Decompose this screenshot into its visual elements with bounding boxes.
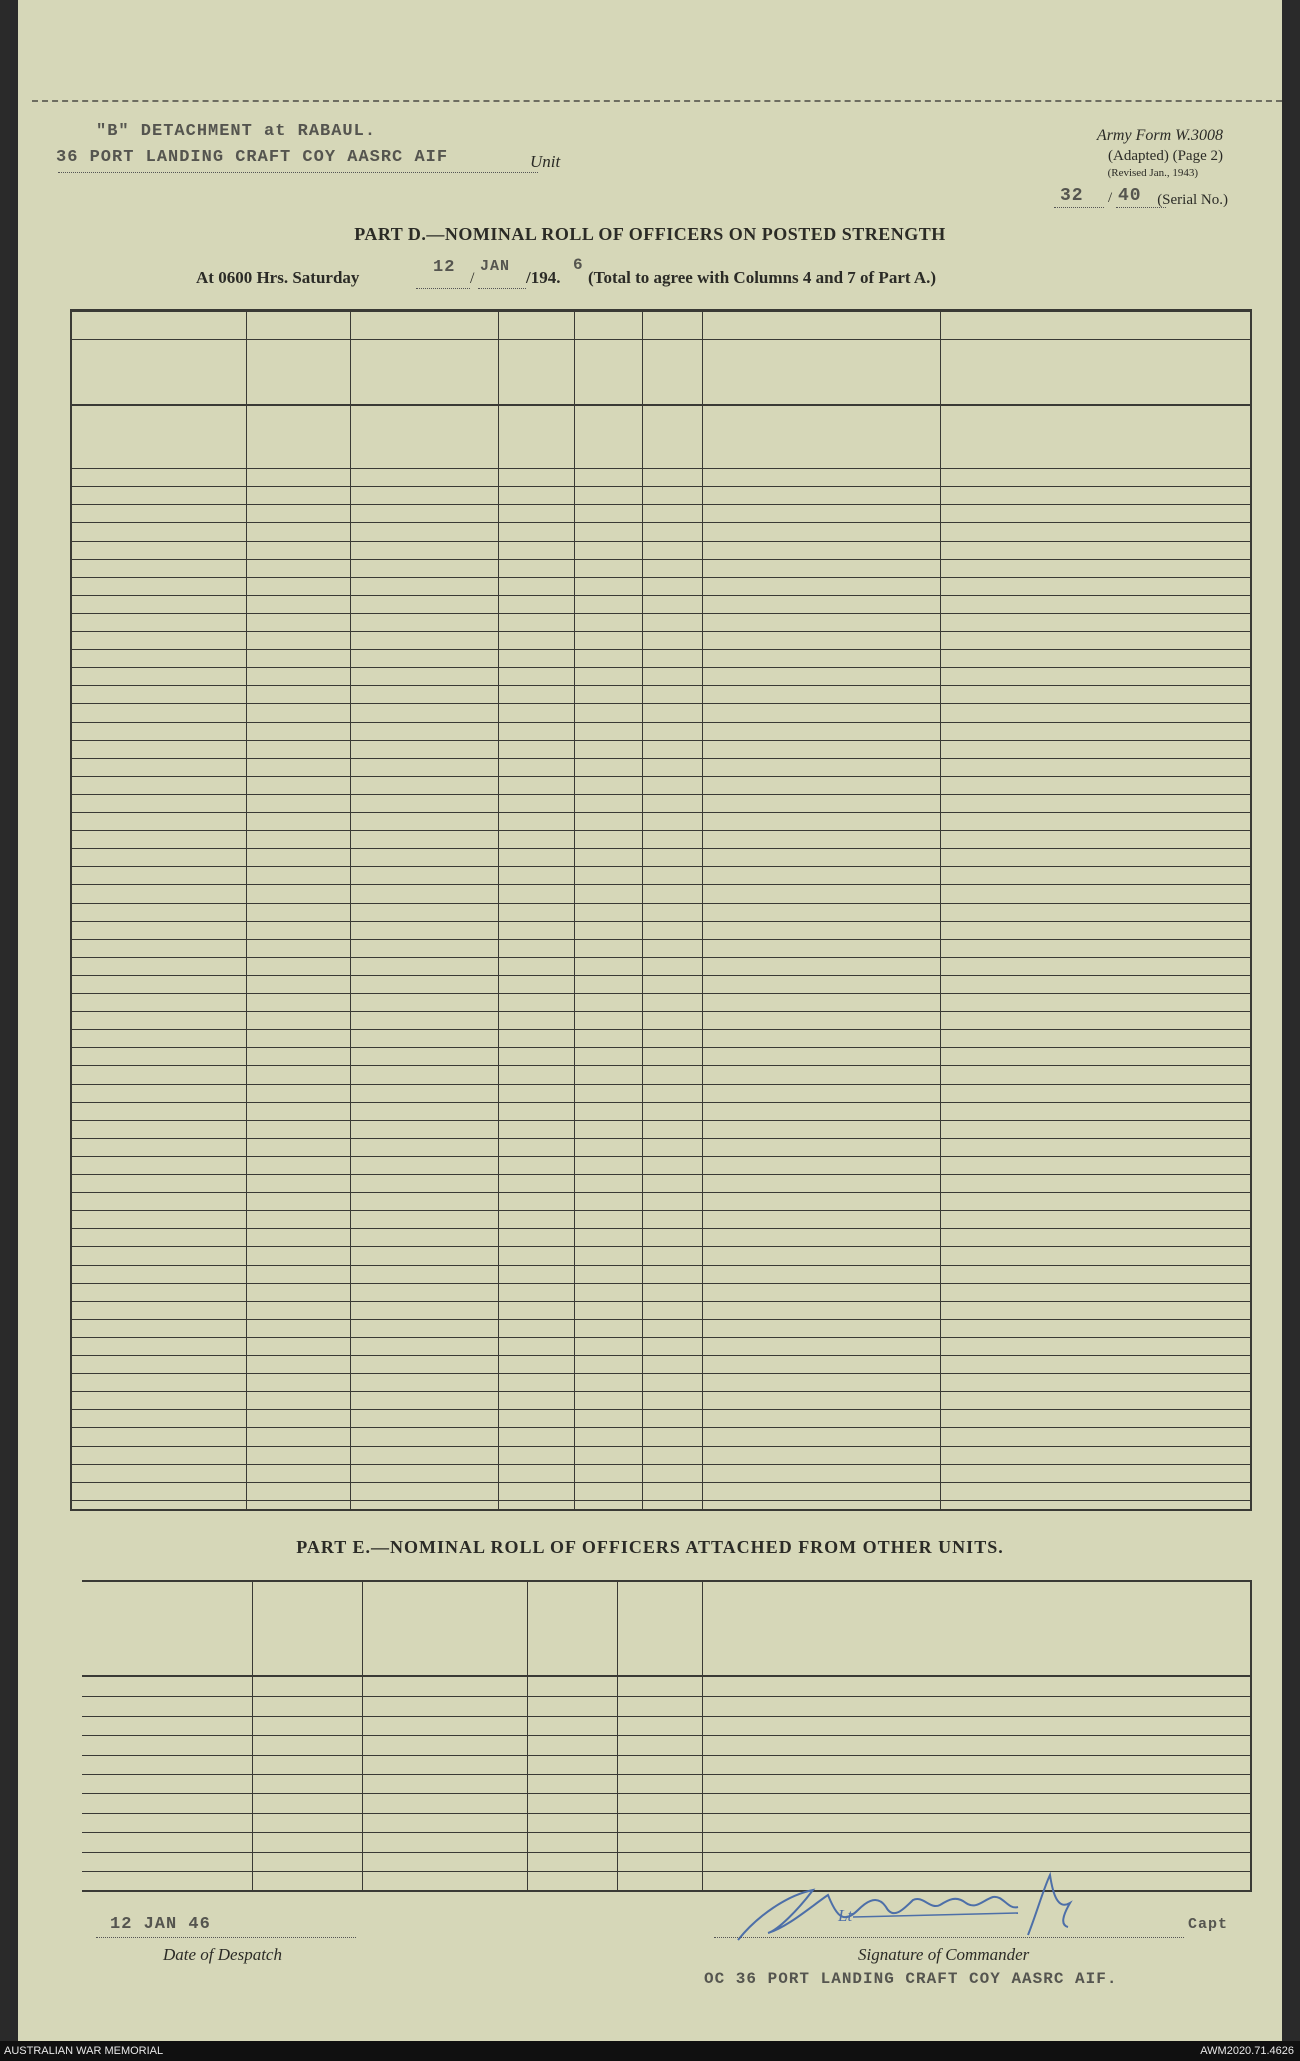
form-title: Army Form W.3008	[1096, 127, 1223, 144]
date-day: 12	[433, 258, 456, 277]
credit-right: AWM2020.71.4626	[1200, 2045, 1294, 2057]
part-d-col-divider	[940, 309, 941, 1509]
signature-label: Signature of Commander	[858, 1945, 1030, 1964]
part-d-row-rule	[70, 722, 1252, 723]
signature-cap: Capt	[1188, 1916, 1229, 1933]
unit-dotted-line	[58, 172, 538, 173]
part-d-row-rule	[70, 1301, 1252, 1302]
part-d-row-rule	[70, 993, 1252, 994]
part-d-number-rule	[70, 339, 1252, 340]
part-e-row-rule	[82, 1696, 1252, 1697]
part-d-row-rule	[70, 631, 1252, 632]
part-e-row-rule	[82, 1716, 1252, 1717]
part-d-row-rule	[70, 649, 1252, 650]
serial-slash: /	[1108, 190, 1113, 206]
part-d-row-rule	[70, 776, 1252, 777]
part-d-title: PART D.—NOMINAL ROLL OF OFFICERS ON POSTED STRENGTH	[354, 224, 946, 244]
part-d-row-rule	[70, 613, 1252, 614]
part-d-col-divider	[1250, 309, 1252, 1509]
part-d-row-rule	[70, 1029, 1252, 1030]
part-e-row-rule	[82, 1774, 1252, 1775]
part-d-col-divider	[246, 309, 247, 1509]
part-d-col-divider	[702, 309, 703, 1509]
part-d-row-rule	[70, 794, 1252, 795]
part-d-row-rule	[70, 1138, 1252, 1139]
part-d-col-divider	[574, 309, 575, 1509]
date-slash: /	[470, 270, 475, 287]
credit-left: AUSTRALIAN WAR MEMORIAL	[4, 2045, 164, 2057]
form-adapted: (Adapted) (Page 2)	[1108, 148, 1223, 164]
credit-bar	[0, 2041, 1300, 2061]
date-month: JAN	[480, 258, 511, 275]
part-d-row-rule	[70, 903, 1252, 904]
part-d-row-rule	[70, 703, 1252, 704]
part-d-row-rule	[70, 758, 1252, 759]
form-page	[18, 0, 1282, 2041]
perforation-line	[32, 100, 1282, 102]
part-e-row-rule	[82, 1735, 1252, 1736]
part-d-row-rule	[70, 685, 1252, 686]
part-d-row-rule	[70, 1210, 1252, 1211]
part-d-row-rule	[70, 1228, 1252, 1229]
part-d-header-rule	[70, 404, 1252, 406]
part-d-row-rule	[70, 1102, 1252, 1103]
date-year-digit: 6	[573, 256, 584, 274]
date-year-prefix: /194.	[526, 268, 561, 287]
at-label: At 0600 Hrs. Saturday	[196, 268, 360, 287]
part-d-row-rule	[70, 1011, 1252, 1012]
part-d-row-rule	[70, 1500, 1252, 1501]
part-e-row-rule	[82, 1813, 1252, 1814]
serial-number: 32	[1060, 186, 1084, 206]
part-e-row-rule	[82, 1832, 1252, 1833]
part-e-table	[82, 1580, 1252, 1890]
unit-line-2: 36 PORT LANDING CRAFT COY AASRC AIF	[56, 148, 449, 167]
part-e-row-rule	[82, 1793, 1252, 1794]
part-d-row-rule	[70, 522, 1252, 523]
part-e-top-border	[82, 1580, 1252, 1582]
part-e-row-rule	[82, 1852, 1252, 1853]
part-d-row-rule	[70, 559, 1252, 560]
despatch-dotted-line	[96, 1937, 356, 1938]
part-d-row-rule	[70, 939, 1252, 940]
part-d-row-rule	[70, 812, 1252, 813]
signature-dotted-line	[714, 1937, 1184, 1938]
form-revised: (Revised Jan., 1943)	[1107, 167, 1198, 179]
part-d-row-rule	[70, 577, 1252, 578]
part-d-row-rule	[70, 1427, 1252, 1428]
part-d-col-divider	[642, 309, 643, 1509]
part-e-row-rule	[82, 1755, 1252, 1756]
part-d-row-rule	[70, 1482, 1252, 1483]
part-d-row-rule	[70, 1409, 1252, 1410]
part-e-title: PART E.—NOMINAL ROLL OF OFFICERS ATTACHED FROM OTHER UNITS.	[296, 1537, 1004, 1557]
part-d-row-rule	[70, 1446, 1252, 1447]
unit-line-1: "B" DETACHMENT at RABAUL.	[96, 122, 377, 141]
part-d-row-rule	[70, 667, 1252, 668]
part-d-row-rule	[70, 1192, 1252, 1193]
part-d-row-rule	[70, 468, 1252, 469]
serial-label: (Serial No.)	[1157, 192, 1228, 208]
part-e-header-rule	[82, 1675, 1252, 1677]
part-d-bottom-border	[70, 1509, 1252, 1511]
part-d-row-rule	[70, 830, 1252, 831]
part-d-row-rule	[70, 1464, 1252, 1465]
part-d-row-rule	[70, 866, 1252, 867]
part-d-row-rule	[70, 740, 1252, 741]
part-d-row-rule	[70, 1120, 1252, 1121]
part-d-top-border	[70, 309, 1252, 312]
date-dotted-2	[478, 288, 526, 289]
part-d-row-rule	[70, 848, 1252, 849]
part-d-row-rule	[70, 1156, 1252, 1157]
part-d-row-rule	[70, 921, 1252, 922]
unit-label: Unit	[530, 152, 561, 171]
serial-total: 40	[1118, 186, 1142, 206]
part-d-row-rule	[70, 595, 1252, 596]
part-d-row-rule	[70, 975, 1252, 976]
part-d-row-rule	[70, 1283, 1252, 1284]
part-d-row-rule	[70, 1065, 1252, 1066]
serial-dotted-1	[1054, 207, 1104, 208]
part-d-row-rule	[70, 1246, 1252, 1247]
part-d-row-rule	[70, 1355, 1252, 1356]
part-d-row-rule	[70, 957, 1252, 958]
part-d-row-rule	[70, 1319, 1252, 1320]
part-d-col-divider	[350, 309, 351, 1509]
part-d-row-rule	[70, 1047, 1252, 1048]
total-note: (Total to agree with Columns 4 and 7 of Part A.)	[588, 268, 937, 287]
part-d-row-rule	[70, 1337, 1252, 1338]
commander-unit: OC 36 PORT LANDING CRAFT COY AASRC AIF.	[704, 1970, 1118, 1988]
part-d-col-divider	[498, 309, 499, 1509]
signature-suffix: Lt	[838, 1906, 853, 1925]
part-d-row-rule	[70, 1265, 1252, 1266]
part-d-row-rule	[70, 1373, 1252, 1374]
commander-signature	[718, 1855, 1148, 1955]
date-dotted-1	[416, 288, 470, 289]
part-d-row-rule	[70, 1391, 1252, 1392]
part-d-col-divider	[70, 309, 72, 1509]
part-d-row-rule	[70, 504, 1252, 505]
despatch-label: Date of Despatch	[163, 1945, 282, 1964]
part-d-row-rule	[70, 541, 1252, 542]
despatch-date: 12 JAN 46	[110, 1915, 211, 1934]
part-d-row-rule	[70, 486, 1252, 487]
part-d-table	[70, 309, 1252, 1509]
part-d-row-rule	[70, 1084, 1252, 1085]
part-d-row-rule	[70, 884, 1252, 885]
part-d-row-rule	[70, 1174, 1252, 1175]
